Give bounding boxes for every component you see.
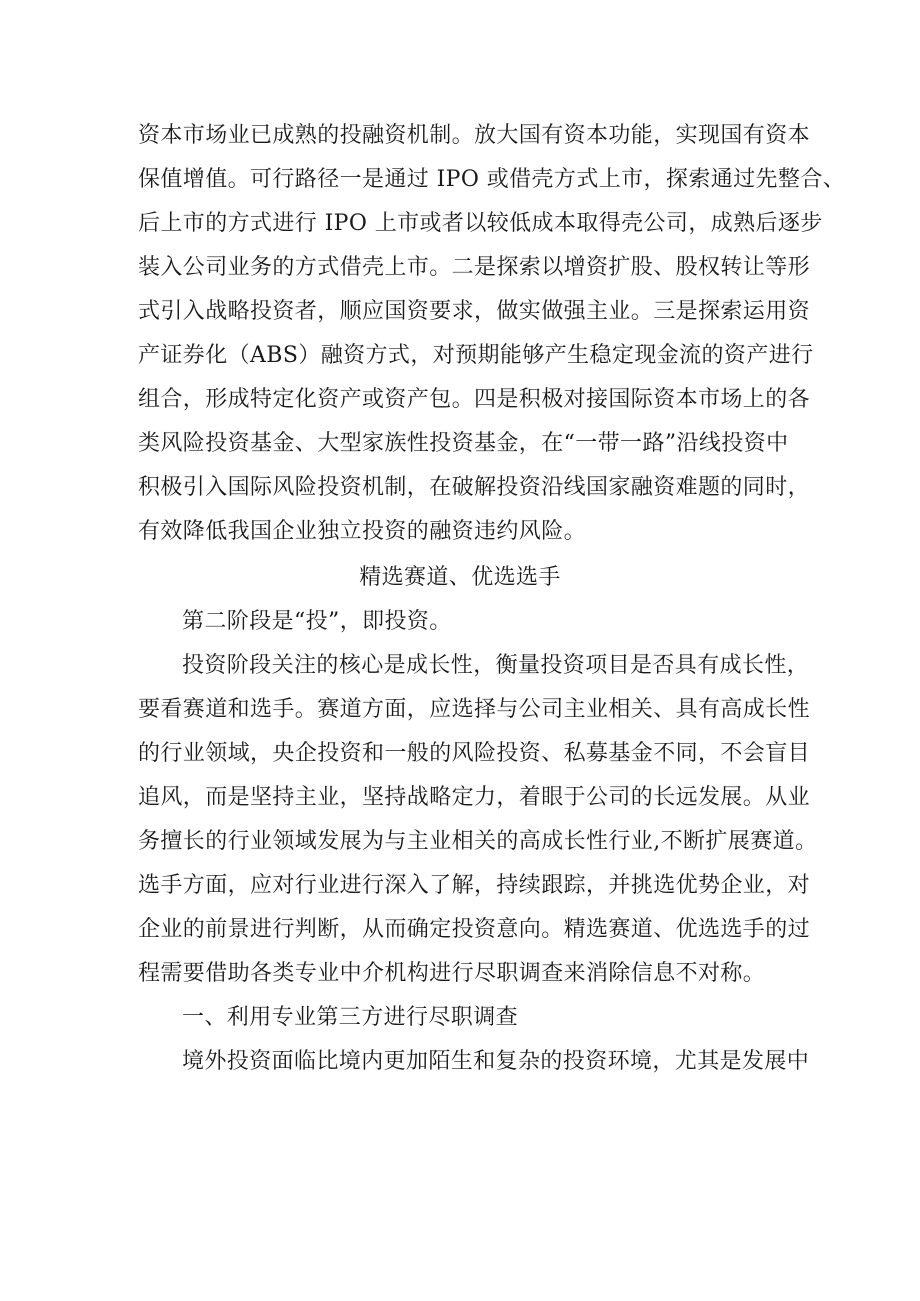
paragraph-line: 组合，形成特定化资产或资产包。四是积极对接国际资本市场上的各 xyxy=(138,387,811,412)
paragraph-line: 装入公司业务的方式借壳上市。二是探索以增资扩股、股权转让等形 xyxy=(138,255,811,280)
paragraph-line: 程需要借助各类专业中介机构进行尽职调查来消除信息不对称。 xyxy=(138,961,766,986)
paragraph-line: 类风险投资基金、大型家族性投资基金，在“一带一路”沿线投资中 xyxy=(138,431,789,456)
subsection-heading: 一、利用专业第三方进行尽职调查 xyxy=(182,1005,519,1030)
paragraph-line: 产证券化（ABS）融资方式，对预期能够产生稳定现金流的资产进行 xyxy=(138,343,814,368)
paragraph-line: 积极引入国际风险投资机制，在破解投资沿线国家融资难题的同时， xyxy=(138,475,811,500)
paragraph-line: 第二阶段是“投”，即投资。 xyxy=(182,609,452,634)
section-heading: 精选赛道、优选选手 xyxy=(359,565,561,590)
paragraph-line: 投资阶段关注的核心是成长性，衡量投资项目是否具有成长性， xyxy=(182,653,810,678)
paragraph-line: 的行业领域，央企投资和一般的风险投资、私募基金不同，不会盲目 xyxy=(138,741,811,766)
paragraph-line: 追风，而是坚持主业，坚持战略定力，着眼于公司的长远发展。从业 xyxy=(138,785,811,810)
paragraph-line: 资本市场业已成熟的投融资机制。放大国有资本功能，实现国有资本 xyxy=(138,123,811,148)
paragraph-line: 后上市的方式进行 IPO 上市或者以较低成本取得壳公司，成熟后逐步 xyxy=(138,211,823,236)
paragraph-line: 要看赛道和选手。赛道方面，应选择与公司主业相关、具有高成长性 xyxy=(138,697,811,722)
paragraph-line: 企业的前景进行判断，从而确定投资意向。精选赛道、优选选手的过 xyxy=(138,917,811,942)
paragraph-line: 保值增值。可行路径一是通过 IPO 或借壳方式上市，探索通过先整合、 xyxy=(138,167,846,192)
paragraph-line: 境外投资面临比境内更加陌生和复杂的投资环境，尤其是发展中 xyxy=(182,1049,810,1074)
paragraph-line: 选手方面，应对行业进行深入了解，持续跟踪，并挑选优势企业，对 xyxy=(138,873,811,898)
paragraph-line: 式引入战略投资者，顺应国资要求，做实做强主业。三是探索运用资 xyxy=(138,299,811,324)
paragraph-line: 务擅长的行业领域发展为与主业相关的高成长性行业,不断扩展赛道。 xyxy=(138,829,818,854)
paragraph-line: 有效降低我国企业独立投资的融资违约风险。 xyxy=(138,519,587,544)
